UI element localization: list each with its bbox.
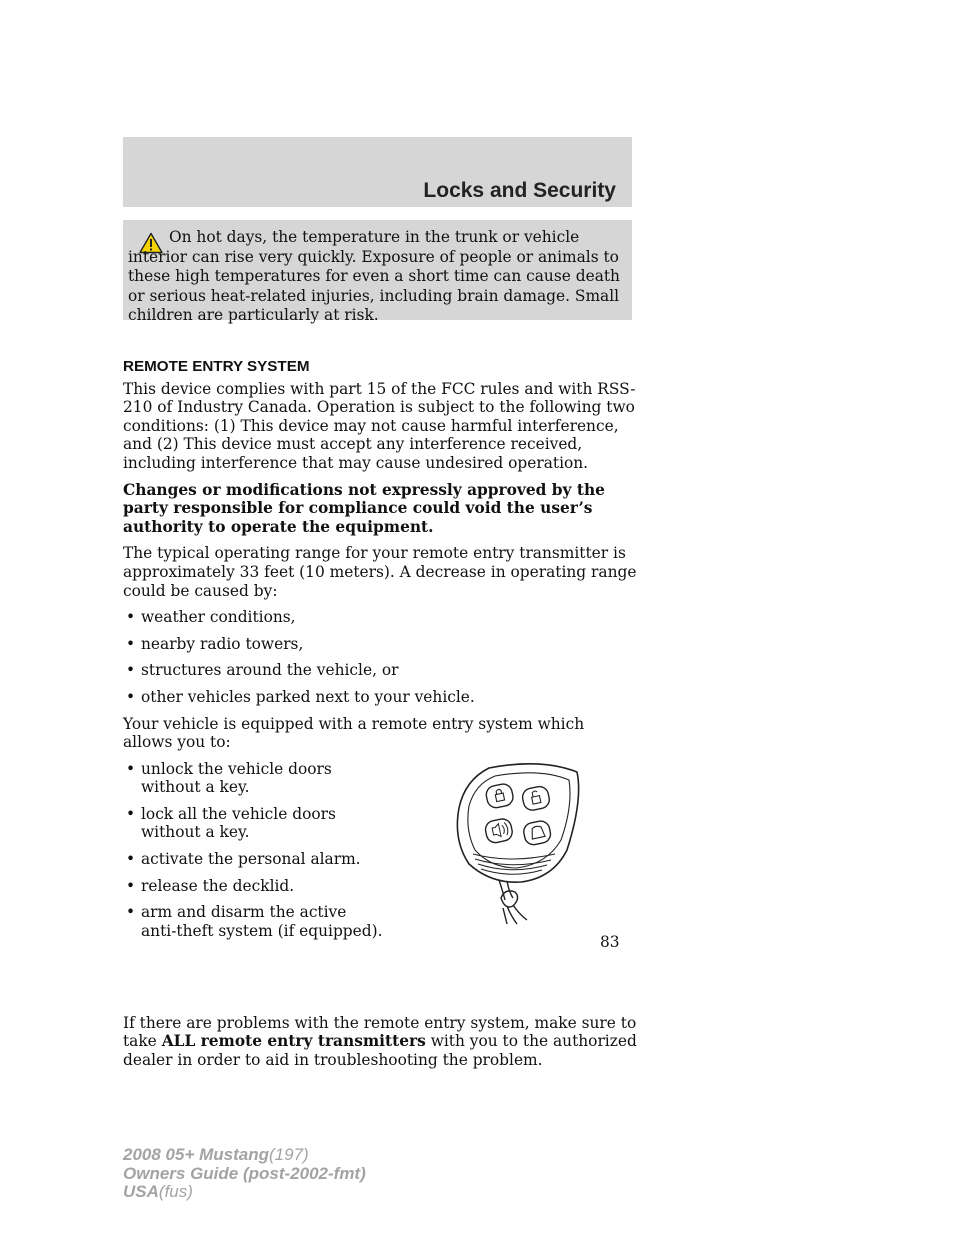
troubleshoot-paragraph: If there are problems with the remote entry system, make sure to take ALL remote entry transmitters with you to the authorized dealer in order to aid in troubleshooting the problem. [123, 1013, 637, 1069]
bullet-icon: • [126, 687, 136, 706]
bullet-icon: • [126, 903, 136, 922]
bullet-icon: • [126, 876, 136, 895]
bullet-icon: • [126, 661, 136, 680]
list-item: • arm and disarm the active anti-theft system (if equipped). [126, 903, 383, 940]
list-item: • other vehicles parked next to your vehicle. [126, 687, 475, 706]
warning-box [123, 220, 632, 324]
bullet-icon: • [126, 759, 136, 778]
list-item: • nearby radio towers, [126, 634, 304, 653]
list-item: • structures around the vehicle, or [126, 661, 399, 680]
list-item: • lock all the vehicle doors without a key. [126, 804, 336, 842]
features-list [123, 760, 383, 941]
main-content [123, 358, 637, 1077]
list-item: • activate the personal alarm. [126, 850, 361, 869]
modification-warning: Changes or modifications not expressly approved by the party responsible for compliance could void the user’s authority to operate the equipment. [123, 480, 605, 536]
bullet-icon: • [126, 804, 136, 823]
footer-line-3: USA(fus) [123, 1182, 193, 1201]
bullet-icon: • [126, 634, 136, 653]
range-paragraph: The typical operating range for your remote entry transmitter is approximately 33 feet (10 meters). A decrease in operating range could be caused by: [123, 544, 637, 600]
warning-text: On hot days, the temperature in the trunk or vehicle interior can rise very quickly. Exposure of people or animals to these high temperatures for even a short time can cause death or serious heat-related injuries, including brain damage. Small children are particularly at risk. [128, 228, 620, 324]
range-causes-list [123, 608, 637, 706]
footer-line-1: 2008 05+ Mustang(197) [123, 1145, 309, 1164]
section-header-band [123, 137, 632, 207]
section-heading: REMOTE ENTRY SYSTEM [123, 358, 310, 375]
fcc-paragraph: This device complies with part 15 of the FCC rules and with RSS-210 of Industry Canada. Operation is subject to the following two conditions: (1) This device may not cause harmful interference, and (2) This device must accept any interference received, including interference that may cause undesired operation. [123, 379, 636, 472]
features-intro: Your vehicle is equipped with a remote entry system which allows you to: [123, 714, 585, 752]
list-item: • release the decklid. [126, 876, 295, 895]
document-footer [123, 1146, 366, 1202]
page-number: 83 [600, 933, 620, 951]
remote-entry-key-fob-icon [451, 760, 581, 926]
list-item: • weather conditions, [126, 608, 296, 627]
list-item: • unlock the vehicle doors without a key. [126, 759, 332, 797]
footer-line-2: Owners Guide (post-2002-fmt) [123, 1163, 366, 1183]
section-title: Locks and Security [423, 179, 616, 202]
bullet-icon: • [126, 850, 136, 869]
features-block [123, 760, 637, 1014]
bullet-icon: • [126, 608, 136, 627]
